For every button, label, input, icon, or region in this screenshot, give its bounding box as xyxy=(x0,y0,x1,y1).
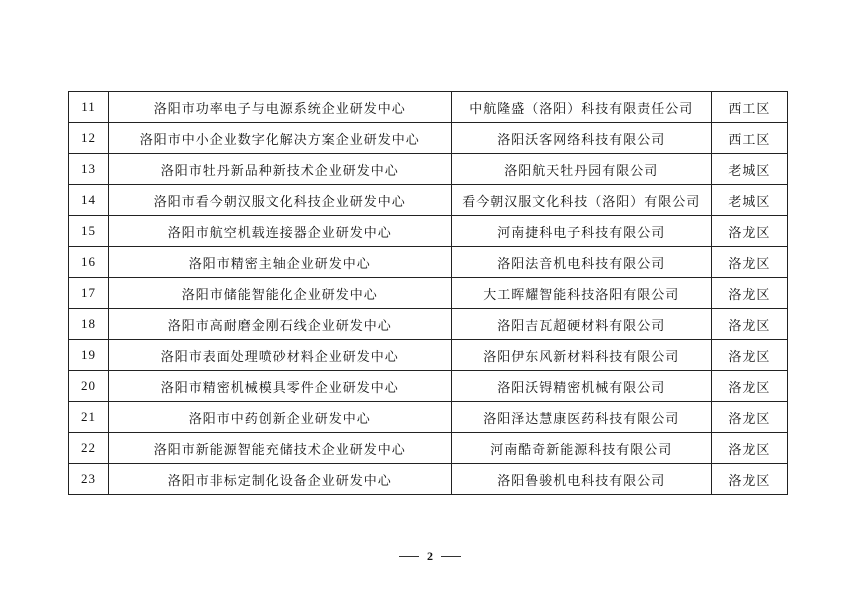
company-name: 河南捷科电子科技有限公司 xyxy=(451,216,711,247)
page-number: 2 xyxy=(427,549,433,563)
table-row xyxy=(69,309,788,340)
district: 洛龙区 xyxy=(711,216,787,247)
district: 西工区 xyxy=(711,123,787,154)
table-row xyxy=(69,278,788,309)
table-row xyxy=(69,340,788,371)
district: 洛龙区 xyxy=(711,402,787,433)
company-name: 洛阳沃锝精密机械有限公司 xyxy=(451,371,711,402)
center-name: 洛阳市精密机械模具零件企业研发中心 xyxy=(109,371,451,402)
footer-dash-left xyxy=(399,556,419,557)
row-number: 15 xyxy=(69,216,109,247)
row-number: 11 xyxy=(69,92,109,123)
table-row xyxy=(69,123,788,154)
district: 洛龙区 xyxy=(711,278,787,309)
center-name: 洛阳市储能智能化企业研发中心 xyxy=(109,278,451,309)
table-row xyxy=(69,247,788,278)
company-name: 洛阳沃客网络科技有限公司 xyxy=(451,123,711,154)
footer-dash-right xyxy=(441,556,461,557)
center-name: 洛阳市高耐磨金刚石线企业研发中心 xyxy=(109,309,451,340)
company-name: 大工晖耀智能科技洛阳有限公司 xyxy=(451,278,711,309)
center-name: 洛阳市中小企业数字化解决方案企业研发中心 xyxy=(109,123,451,154)
table-row xyxy=(69,371,788,402)
center-name: 洛阳市表面处理喷砂材料企业研发中心 xyxy=(109,340,451,371)
row-number: 14 xyxy=(69,185,109,216)
company-name: 洛阳伊东风新材料科技有限公司 xyxy=(451,340,711,371)
district: 老城区 xyxy=(711,185,787,216)
row-number: 17 xyxy=(69,278,109,309)
row-number: 19 xyxy=(69,340,109,371)
district: 洛龙区 xyxy=(711,371,787,402)
table-body xyxy=(69,92,788,495)
center-name: 洛阳市功率电子与电源系统企业研发中心 xyxy=(109,92,451,123)
district: 西工区 xyxy=(711,92,787,123)
table-row xyxy=(69,402,788,433)
company-name: 中航隆盛（洛阳）科技有限责任公司 xyxy=(451,92,711,123)
center-name: 洛阳市精密主轴企业研发中心 xyxy=(109,247,451,278)
district: 洛龙区 xyxy=(711,247,787,278)
company-name: 河南酷奇新能源科技有限公司 xyxy=(451,433,711,464)
district: 洛龙区 xyxy=(711,309,787,340)
row-number: 13 xyxy=(69,154,109,185)
table-row xyxy=(69,154,788,185)
row-number: 18 xyxy=(69,309,109,340)
table-row xyxy=(69,185,788,216)
company-name: 洛阳吉瓦超硬材料有限公司 xyxy=(451,309,711,340)
company-name: 洛阳鲁骏机电科技有限公司 xyxy=(451,464,711,495)
row-number: 20 xyxy=(69,371,109,402)
company-name: 洛阳航天牡丹园有限公司 xyxy=(451,154,711,185)
company-name: 洛阳泽达慧康医药科技有限公司 xyxy=(451,402,711,433)
district: 洛龙区 xyxy=(711,464,787,495)
district: 洛龙区 xyxy=(711,433,787,464)
row-number: 12 xyxy=(69,123,109,154)
district: 老城区 xyxy=(711,154,787,185)
company-name: 看今朝汉服文化科技（洛阳）有限公司 xyxy=(451,185,711,216)
row-number: 21 xyxy=(69,402,109,433)
table-row xyxy=(69,433,788,464)
center-name: 洛阳市非标定制化设备企业研发中心 xyxy=(109,464,451,495)
district: 洛龙区 xyxy=(711,340,787,371)
table-row xyxy=(69,216,788,247)
center-name: 洛阳市牡丹新品种新技术企业研发中心 xyxy=(109,154,451,185)
company-name: 洛阳法音机电科技有限公司 xyxy=(451,247,711,278)
row-number: 16 xyxy=(69,247,109,278)
center-name: 洛阳市中药创新企业研发中心 xyxy=(109,402,451,433)
row-number: 22 xyxy=(69,433,109,464)
page-footer xyxy=(0,549,860,564)
table-row xyxy=(69,92,788,123)
center-name: 洛阳市看今朝汉服文化科技企业研发中心 xyxy=(109,185,451,216)
center-name: 洛阳市新能源智能充储技术企业研发中心 xyxy=(109,433,451,464)
research-center-table xyxy=(68,91,788,495)
table-row xyxy=(69,464,788,495)
center-name: 洛阳市航空机载连接器企业研发中心 xyxy=(109,216,451,247)
row-number: 23 xyxy=(69,464,109,495)
